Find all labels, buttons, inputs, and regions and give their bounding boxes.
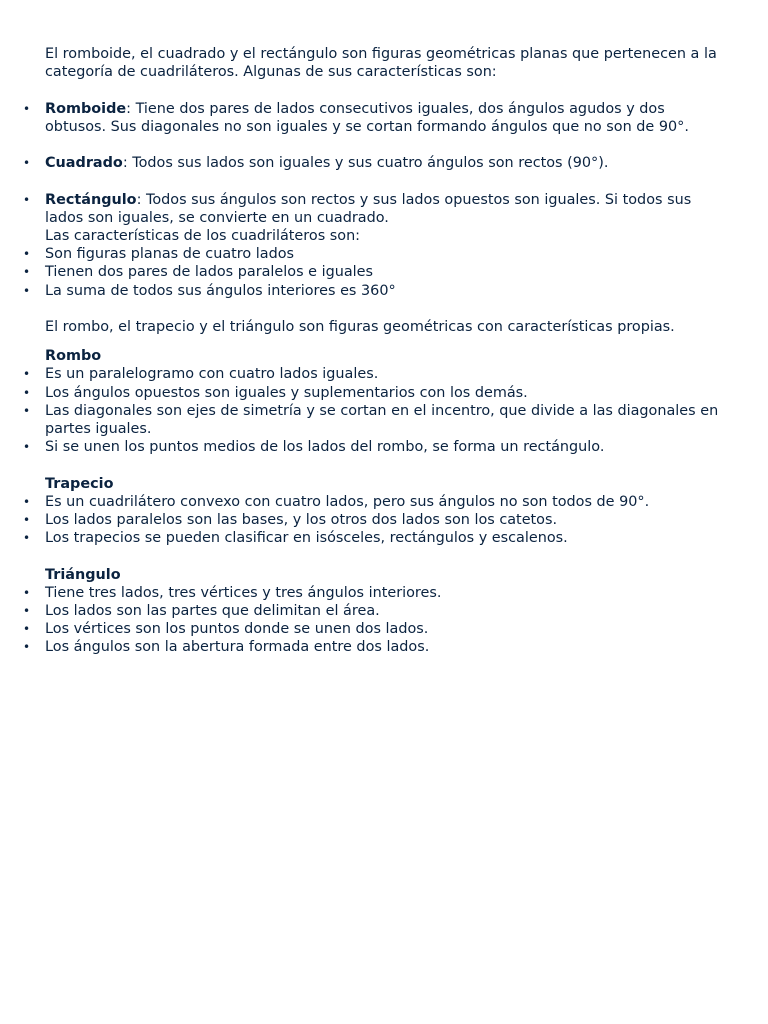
section-heading-rombo: Rombo: [45, 348, 102, 365]
list-item: • Son figuras planas de cuatro lados: [45, 245, 720, 263]
definition-text: : Tiene dos pares de lados consecutivos iguales, dos ángulos agudos y dos obtusos. Sus diagonales no son iguales y se cortan formando ángulos que no son de 90°.: [45, 100, 689, 135]
definition-rectangulo: [45, 191, 720, 227]
section-heading-trapecio: Trapecio: [45, 475, 114, 492]
shapes-intro: El rombo, el trapecio y el triángulo son figuras geométricas con características propias.: [45, 318, 675, 335]
definitions-list-2: [45, 154, 720, 172]
list-item: • Los lados son las partes que delimitan el área.: [45, 602, 720, 620]
intro-paragraph: El romboide, el cuadrado y el rectángulo son figuras geométricas planas que pertenecen a la categoría de cuadriláteros. Algunas de sus características son:: [45, 46, 717, 81]
list-item: • La suma de todos sus ángulos interiores es 360°: [45, 282, 720, 300]
list-item: • Tienen dos pares de lados paralelos e iguales: [45, 263, 720, 281]
definitions-list-3: [45, 191, 720, 227]
definition-text: : Todos sus ángulos son rectos y sus lados opuestos son iguales. Si todos sus lados son iguales, se convierte en un cuadrado.: [45, 191, 692, 226]
list-item: • Es un cuadrilátero convexo con cuatro lados, pero sus ángulos no son todos de 90°.: [45, 493, 720, 511]
term: Cuadrado: [45, 155, 123, 172]
list-item: • Los vértices son los puntos donde se unen dos lados.: [45, 620, 720, 638]
definition-romboide: [45, 100, 720, 136]
term: Rectángulo: [45, 191, 137, 208]
rombo-list: [45, 365, 720, 456]
term: Romboide: [45, 100, 127, 117]
list-item: • Tiene tres lados, tres vértices y tres ángulos interiores.: [45, 584, 720, 602]
trapecio-list: [45, 493, 720, 548]
definition-cuadrado: [45, 154, 720, 172]
quad-intro: Las características de los cuadriláteros son:: [45, 227, 361, 244]
list-item: • Los ángulos son la abertura formada entre dos lados.: [45, 638, 720, 656]
triangulo-list: [45, 584, 720, 657]
list-item: • Los lados paralelos son las bases, y los otros dos lados son los catetos.: [45, 511, 720, 529]
definition-text: : Todos sus lados son iguales y sus cuatro ángulos son rectos (90°).: [122, 155, 609, 172]
definitions-list: [45, 100, 720, 136]
list-item: • Si se unen los puntos medios de los lados del rombo, se forma un rectángulo.: [45, 438, 720, 456]
list-item: • Las diagonales son ejes de simetría y se cortan en el incentro, que divide a las diagonales en partes iguales.: [45, 402, 720, 438]
list-item: • Los ángulos opuestos son iguales y suplementarios con los demás.: [45, 384, 720, 402]
section-heading-triangulo: Triángulo: [45, 566, 121, 583]
list-item: • Los trapecios se pueden clasificar en isósceles, rectángulos y escalenos.: [45, 529, 720, 547]
quad-list: [45, 245, 720, 300]
list-item: • Es un paralelogramo con cuatro lados iguales.: [45, 365, 720, 383]
